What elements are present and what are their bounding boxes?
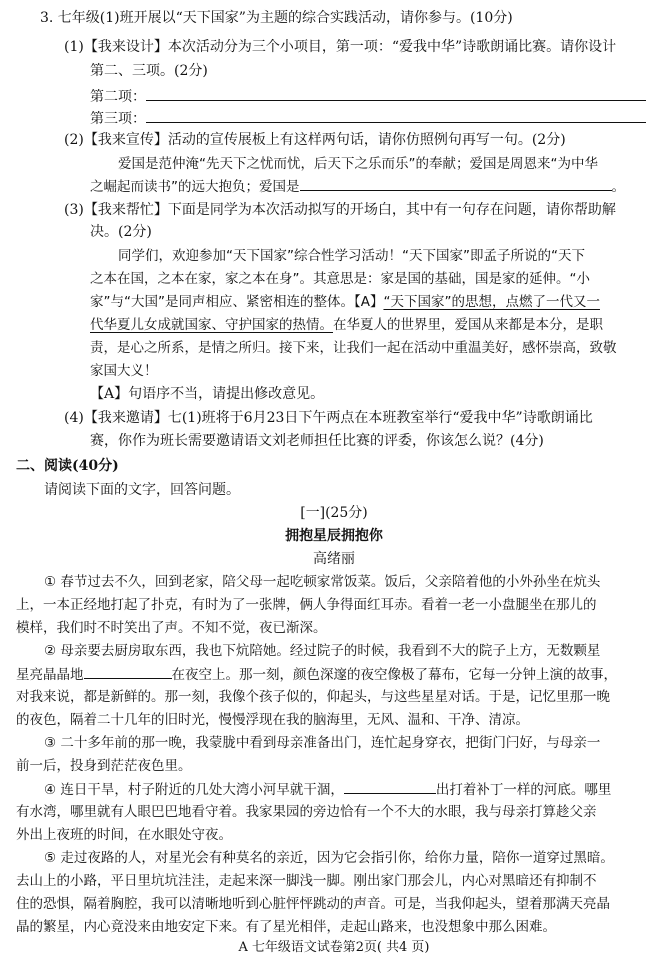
- article-line: 晶的繁星，内心竟没来由地安定下来。有了星光相伴，走起山路来，也没想象中那么困难。: [16, 919, 556, 935]
- article-line: ② 母亲要去厨房取东西，我也下炕陪她。经过院子的时候，我看到不大的院子上方，无数颗星: [44, 643, 601, 659]
- article-text: 在夜空上。那一刻，颜色深邃的夜空像极了幕布，它每一分钟上演的故事，: [171, 667, 617, 683]
- q3-item3-row: [90, 108, 646, 129]
- article-text: 星亮晶晶地: [16, 667, 84, 683]
- speech-line: 之本在国，之本在家，家之本在身”。其意思是：家是国的基础，国是家的延伸。“小: [90, 271, 590, 287]
- article-line: ③ 二十多年前的那一晚，我蒙胧中看到母亲准备出门，连忙起身穿衣，把街门闩好，与母亲一: [44, 735, 601, 751]
- article-line: [16, 664, 617, 685]
- speech-text: 家”与“大国”是同声相应、紧密相连的整体。【A】: [90, 294, 384, 310]
- answer-line-item3[interactable]: [146, 108, 646, 123]
- article-line: 去山上的小路，平日里坑坑洼洼，走起来深一脚浅一脚。刚出家门那会儿，内心对黑暗还有抑制不: [16, 873, 597, 889]
- q3-part3-line2: 决。(2分): [90, 224, 152, 240]
- q3-item2-label: 第二项：: [90, 89, 146, 105]
- section-heading: 二、阅读(40分): [16, 458, 119, 474]
- article-text: 出打着补丁一样的河底。哪里: [435, 782, 612, 798]
- article-text: ④ 连日干旱，村子附近的几处大湾小河早就干涸，: [44, 782, 344, 798]
- q3-part3-question: 【A】句语序不当，请提出修改意见。: [90, 386, 325, 402]
- fill-blank-2[interactable]: [344, 779, 436, 794]
- q3-item2-row: [90, 86, 646, 107]
- q3-part1-line2: 第二、三项。(2分): [90, 63, 208, 79]
- q3-part4-line1: (4)【我来邀请】七(1)班将于6月23日下午两点在本班教室举行“爱我中华”诗歌朗诵比: [64, 410, 593, 426]
- q3-part4-line2: 赛，你作为班长需要邀请语文刘老师担任比赛的评委，你该怎么说？(4分): [90, 433, 544, 449]
- q3-part3-line1: (3)【我来帮忙】下面是同学为本次活动拟写的开场白，其中有一句存在问题，请你帮助解: [64, 202, 616, 218]
- q3-part2-example2-row: [90, 176, 625, 197]
- q3-part2-end-mark: 。: [611, 179, 625, 195]
- article-line: ⑤ 走过夜路的人，对星光会有种莫名的亲近，因为它会指引你，给你力量，陪你一道穿过黑暗。: [44, 850, 614, 866]
- answer-line-part2[interactable]: [300, 176, 612, 191]
- article-line: ① 春节过去不久，回到老家，陪父母一起吃顿家常饭菜。饭后，父亲陪着他的小外孙坐在炕头: [44, 574, 601, 590]
- answer-line-item2[interactable]: [146, 86, 646, 101]
- article-line: 有水湾，哪里就有人眼巴巴地看守着。我家果园的旁边恰有一个不大的水眼，我与母亲打算趁父亲: [16, 804, 597, 820]
- speech-sentence-a-end: 代华夏儿女成就国家、守护国家的热情。: [90, 317, 333, 333]
- article-line: 模样，我们时不时笑出了声。不知不觉，夜已渐深。: [16, 620, 327, 636]
- section-instruction: 请阅读下面的文字，回答问题。: [44, 482, 240, 498]
- article-author: 高绪丽: [313, 551, 355, 567]
- q3-part2-example2: 之崛起而读书”的远大抱负；爱国是: [90, 179, 300, 195]
- speech-line: 同学们，欢迎参加“天下国家”综合性学习活动！“天下国家”即孟子所说的“天下: [118, 248, 585, 264]
- article-line: 的夜色，隔着二十几年的旧时光，慢慢浮现在我的脑海里，无风、温和、干净、清凉。: [16, 712, 529, 728]
- speech-line: [90, 315, 603, 335]
- q3-item3-label: 第三项：: [90, 111, 146, 127]
- speech-line: 责，是心之所系，是情之所归。接下来，让我们一起在活动中重温美好，感怀崇高，致敬: [90, 340, 617, 356]
- article-title: 拥抱星辰拥抱你: [285, 528, 383, 544]
- article-line: 住的恐惧，隔着胸腔，我可以清晰地听到心脏怦怦跳动的声音。可是，当我仰起头，望着那满天亮晶: [16, 896, 610, 912]
- article-line: 上，一本正经地打起了扑克，有时为了一张牌，俩人争得面红耳赤。看着一老一小盘腿坐在那儿的: [16, 597, 597, 613]
- article-line: [44, 779, 611, 800]
- q3-part2-line: (2)【我来宣传】活动的宣传展板上有这样两句话，请你仿照例句再写一句。(2分): [64, 132, 566, 148]
- q3-part1-line1: (1)【我来设计】本次活动分为三个小项目，第一项：“爱我中华”诗歌朗诵比赛。请你设计: [64, 39, 617, 55]
- speech-line: [90, 292, 600, 312]
- speech-line: 家国大义！: [90, 363, 158, 379]
- article-line: 对我来说，都是新鲜的。那一刻，我像个孩子似的，仰起头，与这些星星对话。于是，记忆里那一晚: [16, 689, 610, 705]
- article-line: 前一后，投身到茫茫夜色里。: [16, 758, 192, 774]
- part-label: [一](25分): [300, 505, 368, 521]
- speech-text: 在华夏人的世界里，爱国从来都是本分，是职: [333, 317, 603, 333]
- fill-blank-1[interactable]: [84, 664, 172, 679]
- speech-sentence-a-start: “天下国家”的思想，点燃了一代又一: [383, 294, 600, 310]
- article-line: 外出上夜班的时间，在水眼处守夜。: [16, 827, 232, 843]
- q3-part2-example1: 爱国是范仲淹“先天下之忧而忧，后天下之乐而乐”的奉献；爱国是周恩来“为中华: [118, 156, 598, 172]
- q3-heading: 3. 七年级(1)班开展以“天下国家”为主题的综合实践活动，请你参与。(10分): [40, 10, 513, 26]
- page-footer: A 七年级语文试卷第2页( 共4 页): [238, 940, 430, 955]
